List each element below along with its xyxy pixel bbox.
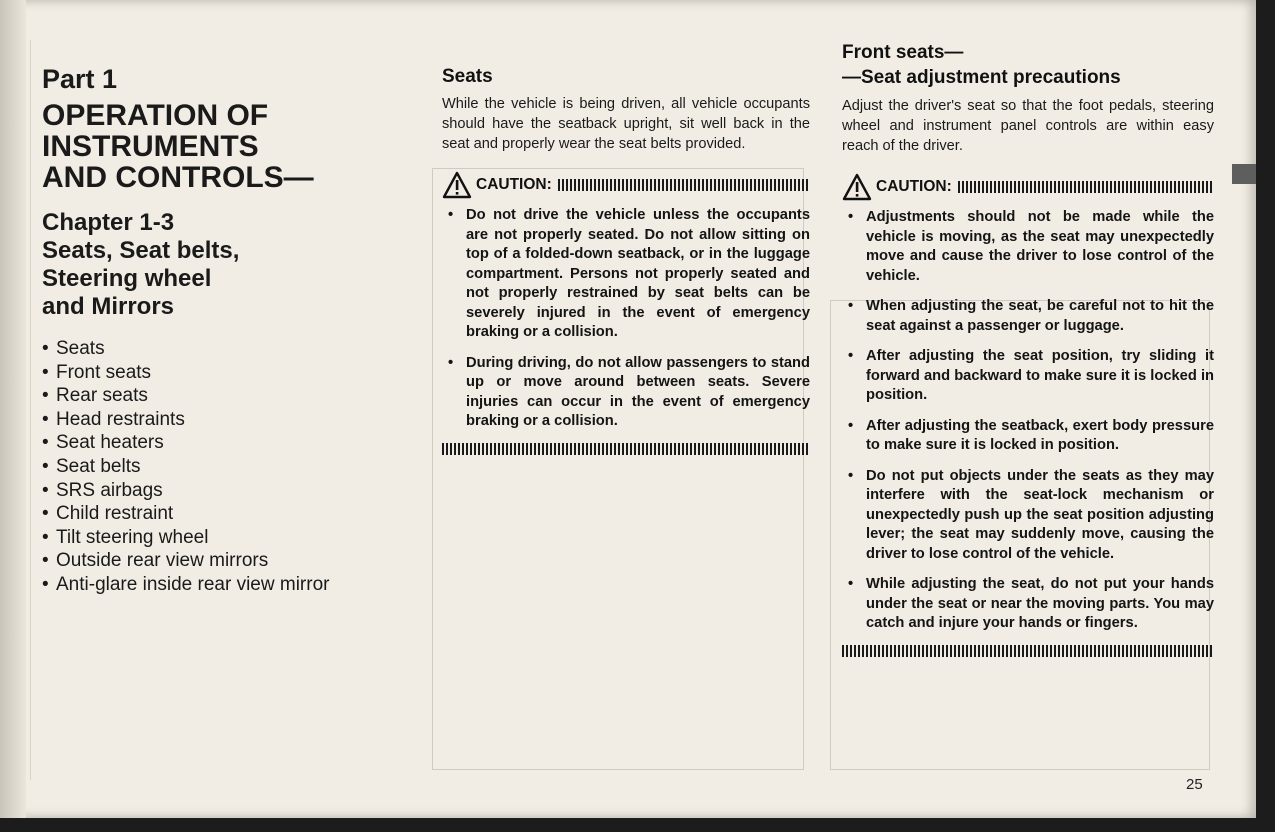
chapter-title-line: Chapter 1-3 [42,209,175,236]
caution-header [442,170,810,200]
chapter-title-line: Seats, Seat belts, [42,237,240,264]
chapter-title-line: and Mirrors [42,293,175,320]
warning-triangle-icon [442,171,472,199]
chapter-title-line: Steering wheel [42,265,212,292]
chapter-intro-column [42,64,417,597]
page-gutter-shadow [0,0,26,818]
section-tab-marker [1232,164,1256,184]
section-title: Seats [442,66,493,87]
caution-item: • While adjusting the seat, do not put your hands under the seat or near the moving parts. You may catch and injure your hands or fingers. [848,576,1214,631]
caution-item: • Do not drive the vehicle unless the occupants are not properly seated. Do not allow sitting on top of a folded-down seatback, or in the luggage compartment. Persons not properly seated and not properly restrained by seat belts can be severely injured in the event of emergency braking or a collision. [448,207,810,340]
part-title-line: OPERATION OF [42,99,269,132]
part-title-line: INSTRUMENTS [42,130,259,163]
list-item: • SRS airbags [42,479,163,501]
caution-item: • Adjustments should not be made while the vehicle is moving, as the seat may unexpectedly move and cause the driver to lose control of the vehicle. [848,209,1214,284]
list-item: • Seat belts [42,455,141,477]
caution-item: • When adjusting the seat, be careful not to hit the seat against a passenger or luggage. [848,298,1214,334]
list-item: • Seat heaters [42,432,164,454]
part-title [42,100,417,193]
section-intro: Adjust the driver's seat so that the foot pedals, steering wheel and instrument panel controls are within easy reach of the driver. [842,98,1214,154]
caution-rule [958,181,1214,193]
caution-item: • Do not put objects under the seats as they may interfere with the seat-lock mechanism or unexpectedly push up the seat position adjusting lever; the seat may suddenly move, causing the driver to lose control of the vehicle. [848,467,1214,562]
caution-rule [558,179,810,191]
caution-label: CAUTION: [476,176,552,193]
list-item: • Anti-glare inside rear view mirror [42,573,330,595]
gutter-line [30,40,31,780]
seats-section [442,66,810,455]
list-item: • Outside rear view mirrors [42,550,269,572]
caution-item: • After adjusting the seatback, exert body pressure to make sure it is locked in position. [848,417,1214,453]
list-item: • Child restraint [42,503,174,525]
caution-end-rule [442,443,810,455]
front-seats-section [842,40,1214,657]
chapter-title [42,209,417,321]
caution-item: • During driving, do not allow passengers to stand up or move around between seats. Severe injuries can occur in the event of emergency braking or a collision. [448,354,810,429]
list-item: • Front seats [42,361,152,383]
list-item: • Rear seats [42,385,148,407]
chapter-contents-list [42,337,417,597]
caution-item: • After adjusting the seat position, try sliding it forward and backward to make sure it is locked in position. [848,348,1214,403]
list-item: • Tilt steering wheel [42,526,209,548]
caution-list [842,208,1214,634]
page-number: 25 [1186,776,1203,793]
part-title-line: AND CONTROLS— [42,161,314,194]
section-intro: While the vehicle is being driven, all vehicle occupants should have the seatback upright, sit well back in the seat and properly wear the seat belts provided. [442,96,810,152]
warning-triangle-icon [842,173,872,201]
caution-end-rule [842,645,1214,657]
caution-list [442,206,810,432]
part-heading: Part 1 [42,64,118,94]
list-item: • Seats [42,338,105,359]
section-title: Front seats— —Seat adjustment precautions [842,42,1121,88]
caution-header [842,172,1214,202]
list-item: • Head restraints [42,408,185,430]
caution-label: CAUTION: [876,178,952,195]
